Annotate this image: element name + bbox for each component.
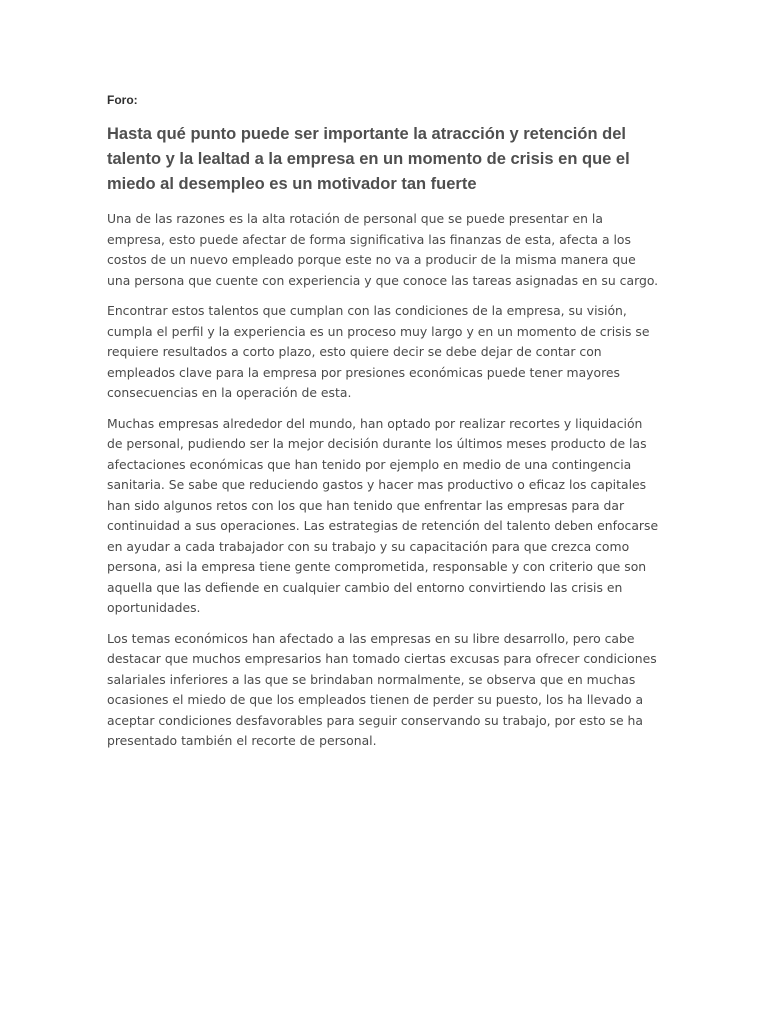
- document-title: Hasta qué punto puede ser importante la atracción y retención del talento y la lealtad a la empresa en un momento de crisis en que el miedo al desempleo es un motivador tan fuerte: [107, 125, 630, 193]
- paragraph-3: Muchas empresas alrededor del mundo, han optado por realizar recortes y liquidación de personal, pudiendo ser la mejor decisión durante los últimos meses producto de las afectaciones económicas que han tenido por ejemplo en medio de una contingencia sanitaria. Se sabe que reduciendo gastos y hacer mas productivo o eficaz los capitales han sido algunos retos con los que han tenido que enfrentar las empresas para dar continuidad a sus operaciones. Las estrategias de retención del talento deben enfocarse en ayudar a cada trabajador con su trabajo y su capacitación para que crezca como persona, asi la empresa tiene gente comprometida, responsable y con criterio que son aquella que las defiende en cualquier cambio del entorno convirtiendo las crisis en oportunidades.: [107, 415, 659, 615]
- paragraph-4: Los temas económicos han afectado a las empresas en su libre desarrollo, pero cabe destacar que muchos empresarios han tomado ciertas excusas para ofrecer condiciones salariales inferiores a las que se brindaban normalmente, se observa que en muchas ocasiones el miedo de que los empleados tienen de perder su puesto, los ha llevado a aceptar condiciones desfavorables para seguir conservando su trabajo, por esto se ha presentado también el recorte de personal.: [107, 630, 657, 748]
- document-page: [107, 92, 659, 762]
- forum-label: Foro:: [107, 93, 138, 107]
- paragraph-1: Una de las razones es la alta rotación de personal que se puede presentar en la empresa, esto puede afectar de forma significativa las finanzas de esta, afecta a los costos de un nuevo empleado porque este no va a producir de la misma manera que una persona que cuente con experiencia y que conoce las tareas asignadas en su cargo.: [107, 211, 659, 288]
- paragraph-2: Encontrar estos talentos que cumplan con las condiciones de la empresa, su visión, cumpla el perfil y la experiencia es un proceso muy largo y en un momento de crisis se requiere resultados a corto plazo, esto quiere decir se debe dejar de contar con empleados clave para la empresa por presiones económicas puede tener mayores consecuencias en la operación de esta.: [107, 303, 650, 400]
